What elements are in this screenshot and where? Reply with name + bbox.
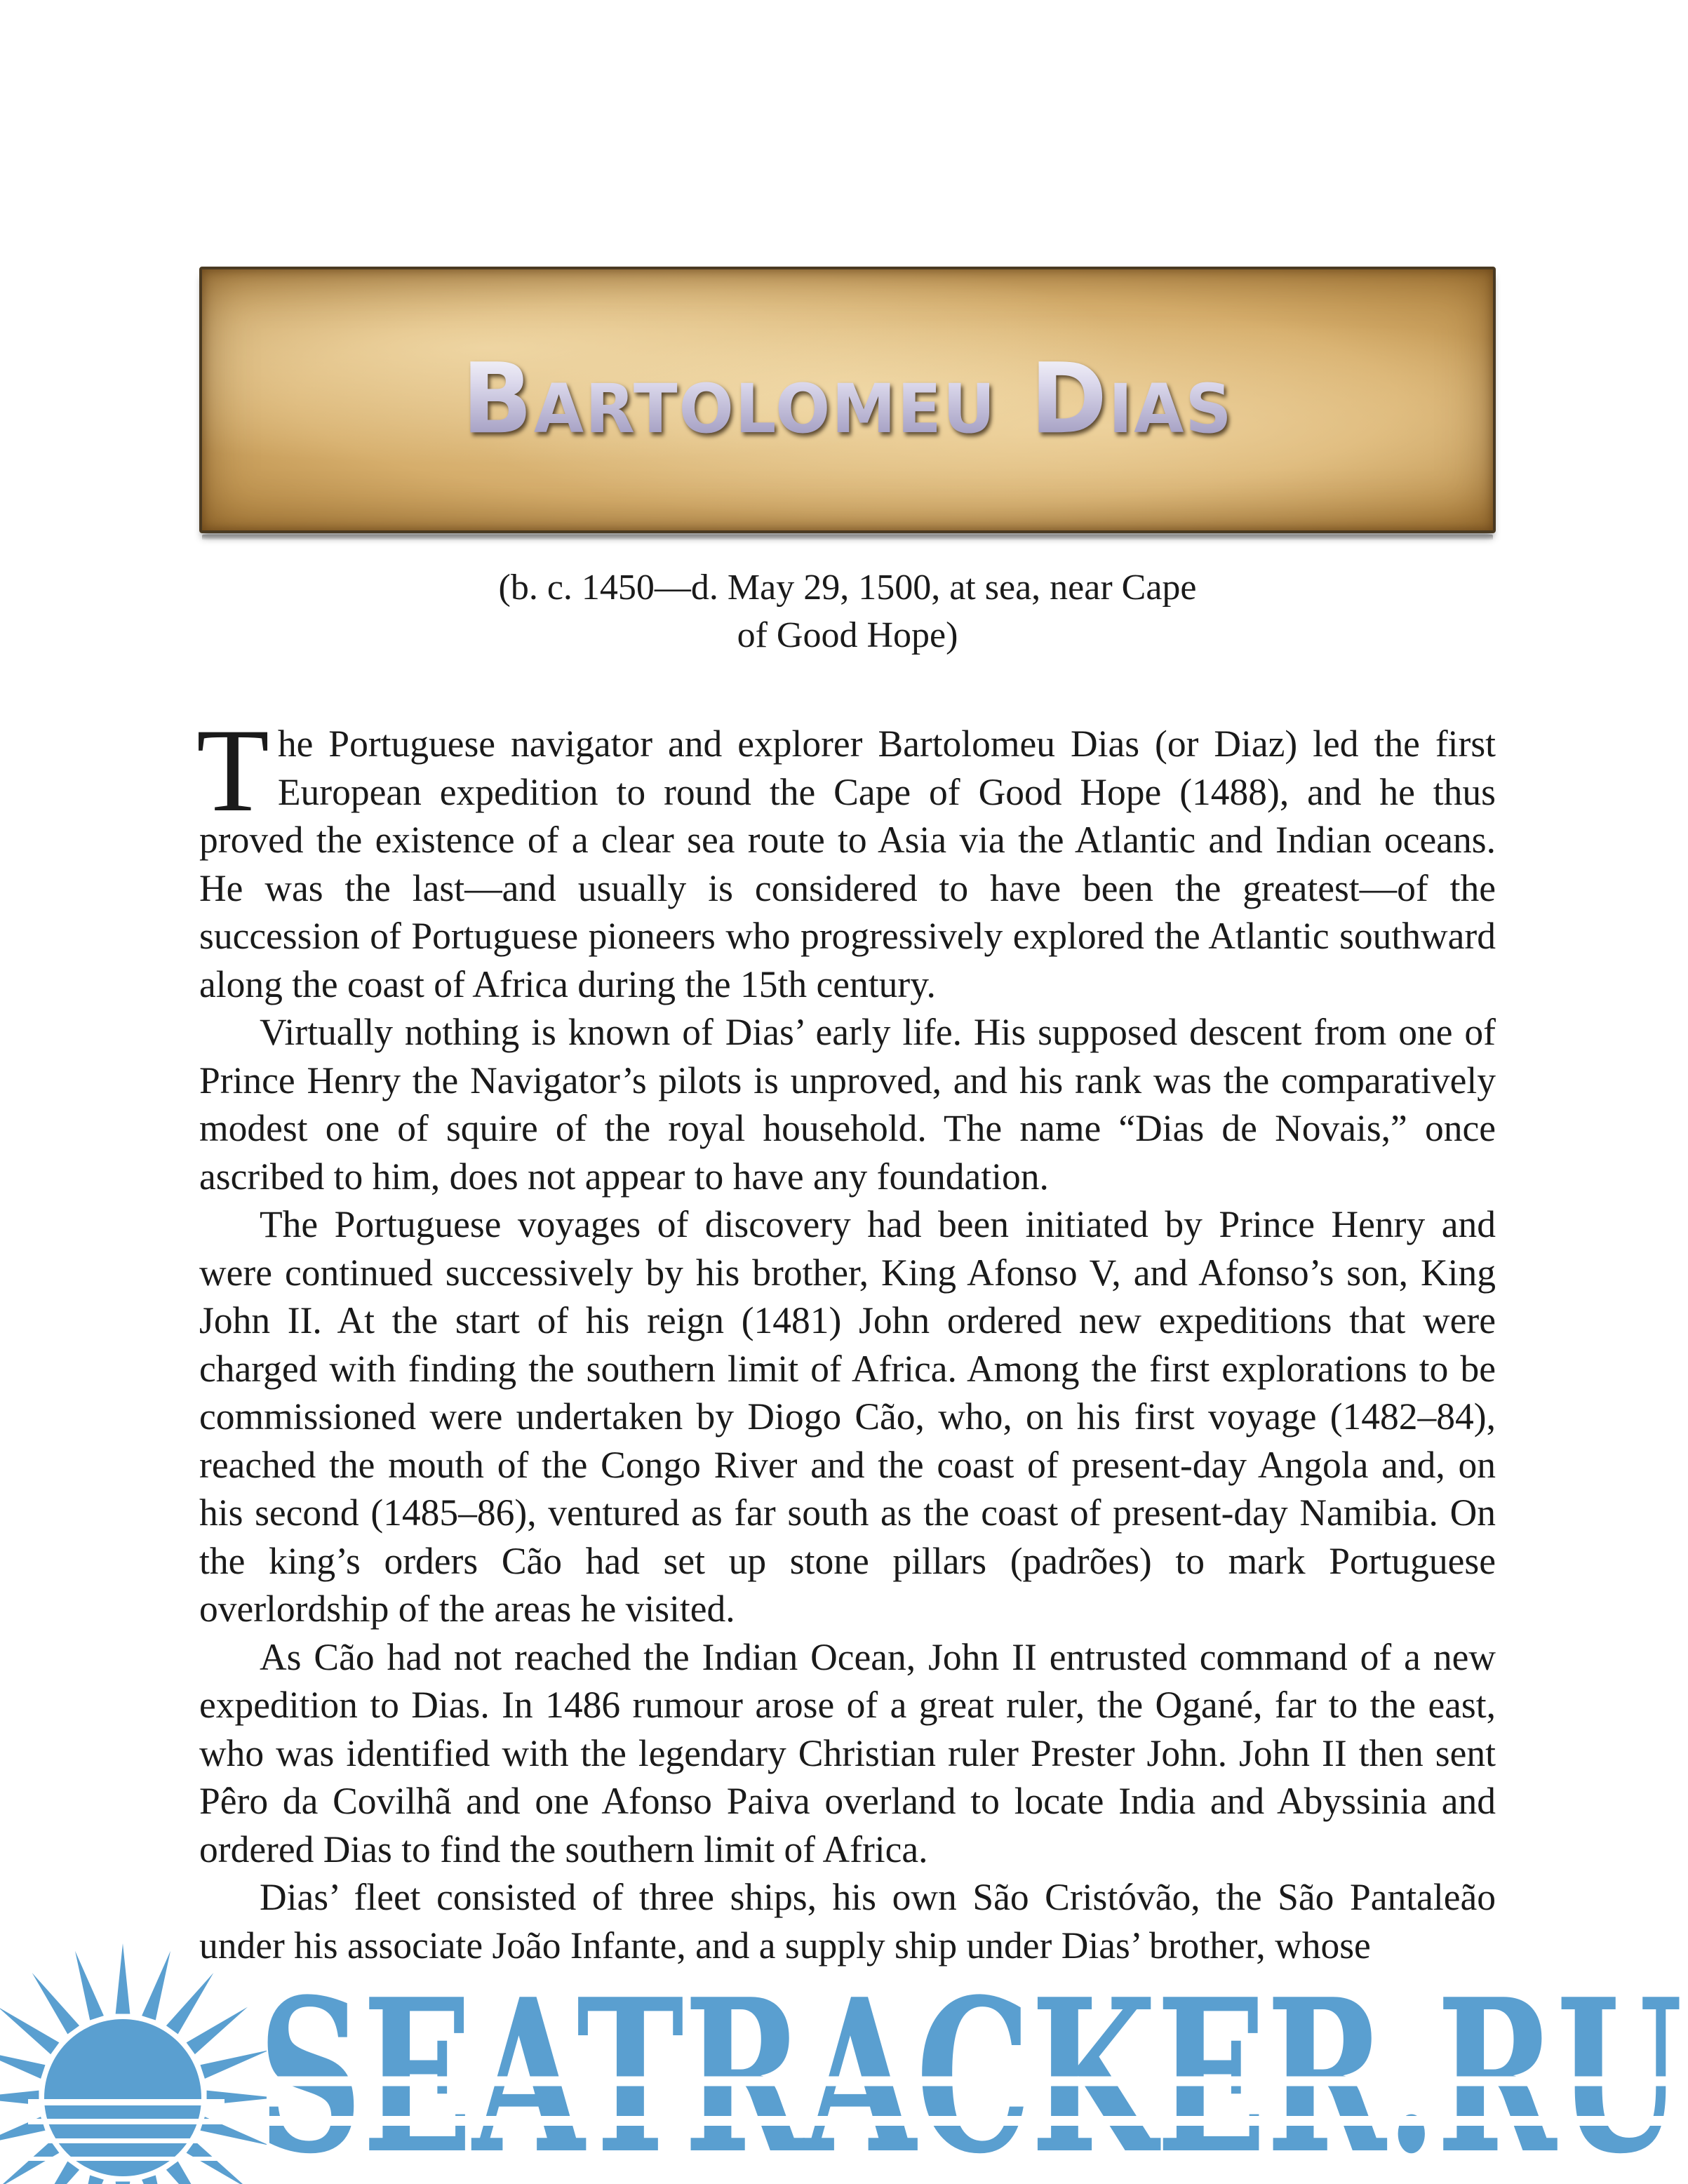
sun-ray [116,2182,130,2184]
sun-ray [75,2176,104,2184]
sun-ray [187,2141,248,2184]
paragraph-3: The Portuguese voyages of discovery had been initiated by Prince Henry and were continued successively by his brother, King Afonso V, and Afonso’s son, King John II. At the start of his reign (1481) John ordered new expeditions that were charged with finding the southern limit of Africa. Among the first explorations to be commissioned were undertaken by Diogo Cão, who, on his first voyage (1482–84), reached the mouth of the Congo River and the coast of present-day Angola and, on his second (1485–86), ventured as far south as the coast of present-day Namibia. On the king’s orders Cão had set up stone pillars (padrões) to mark Portuguese overlordship of the areas he visited. [199,1203,1496,1630]
sun-logo-icon [0,1936,267,2184]
sun-ray [32,2162,79,2184]
life-dates [199,564,1496,659]
sun-ray [187,2007,248,2054]
title-banner [199,267,1496,533]
sun-ray [116,1943,130,2014]
article-body [196,704,1496,1969]
paragraph-5: Dias’ fleet consisted of three ships, his own São Cristóvão, the São Pantaleão under his associate João Infante, and a supply ship under Dias’ brother, whose [199,1876,1496,1967]
sun-ray [75,1951,104,2021]
paragraph-2: Virtually nothing is known of Dias’ early life. His supposed descent from one of Prince Henry the Navigator’s pilots is unproved, and his rank was the comparatively modest one of squire of the royal household. The name “Dias de Novais,” once ascribed to him, does not appear to have any foundation. [199,1011,1496,1198]
sun-ray [166,2162,213,2184]
drop-cap: T [196,704,269,836]
chapter-title: Bartolomeu Dias [202,342,1493,456]
sun-ray [0,2007,59,2054]
paragraph-4: As Cão had not reached the Indian Ocean, John II entrusted command of a new expedition to Dias. In 1486 rumour arose of a great ruler, the Ogané, far to the east, who was identified with the legendary Christian ruler Prester John. John II then sent Pêro da Covilhã and one Afonso Paiva overland to locate India and Abyssinia and ordered Dias to find the southern limit of Africa. [199,1635,1496,1870]
sun-ray [0,2050,45,2079]
paragraph-1 [196,704,1496,1008]
sun-ray [142,2176,170,2184]
sun-ray [142,1951,170,2021]
paragraph-1-text: he Portuguese navigator and explorer Bartolomeu Dias (or Diaz) led the first European expedition to round the Cape of Good Hope (1488), and he thus proved the existence of a clear sea route to Asia via the Atlantic and Indian oceans. He was the last—and usually is considered to have been the greatest—of the succession of Portuguese pioneers who progressively explored the Atlantic southward along the coast of Africa during the 15th century. [199,723,1496,1005]
sun-ray [0,2141,59,2184]
sun-ray [32,1973,79,2034]
life-dates-line-2: of Good Hope) [737,615,958,655]
sun-ray [166,1973,213,2034]
watermark-label: SEATRACKER.RU [258,1961,1682,2184]
watermark-text [253,1961,1688,2184]
life-dates-line-1: (b. c. 1450—d. May 29, 1500, at sea, near Cape [498,568,1197,608]
